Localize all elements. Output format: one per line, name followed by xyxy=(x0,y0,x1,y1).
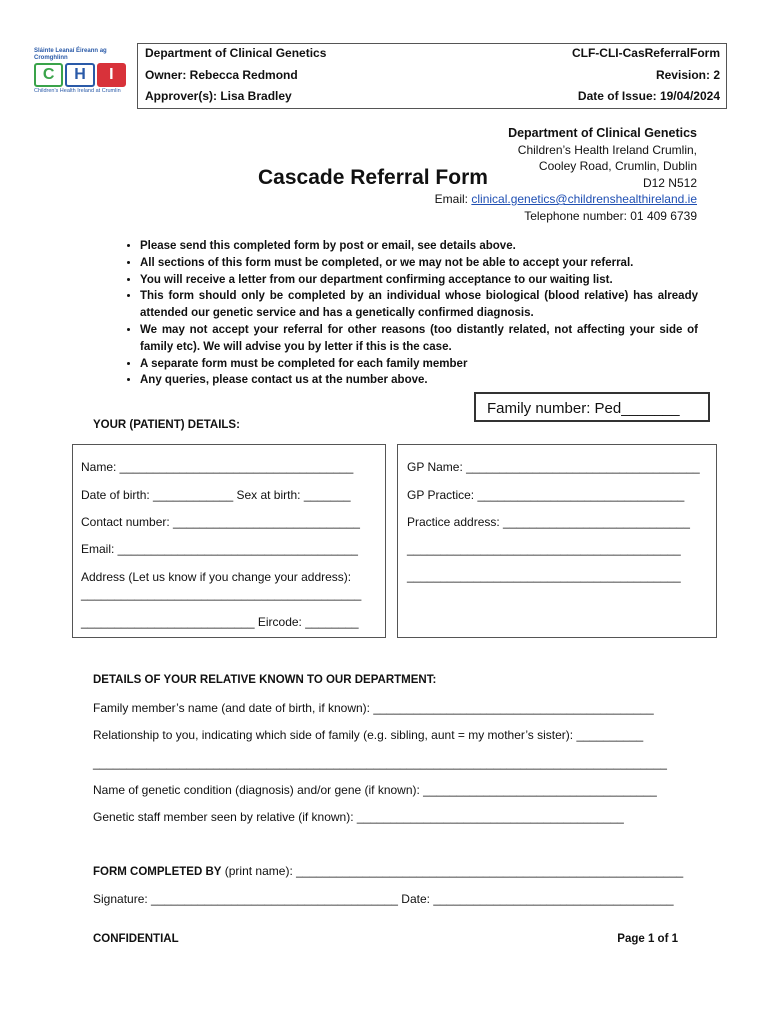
address-line-2: Cooley Road, Crumlin, Dublin xyxy=(538,159,697,173)
relative-details-heading: DETAILS OF YOUR RELATIVE KNOWN TO OUR DEPARTMENT: xyxy=(93,674,437,686)
email-link[interactable]: clinical.genetics@childrenshealthireland.ie xyxy=(471,192,697,206)
gp-name-field[interactable]: GP Name: ___________________________________ xyxy=(407,460,700,474)
form-title: Cascade Referral Form xyxy=(258,166,488,189)
instruction-item: • A separate form must be completed for each family member xyxy=(140,356,698,373)
header-revision: Revision: 2 xyxy=(655,68,720,82)
header-date-of-issue: Date of Issue: 19/04/2024 xyxy=(577,89,720,103)
instructions-list xyxy=(112,238,698,389)
print-name-label: (print name): xyxy=(221,864,297,878)
patient-address-field[interactable]: __________________________________________ xyxy=(81,587,362,601)
document-header xyxy=(137,43,727,109)
family-number-field[interactable]: Family number: Ped_______ xyxy=(474,392,710,422)
gp-address-line-2[interactable]: _________________________________________ xyxy=(407,569,681,583)
instruction-item: • We may not accept your referral for other reasons (too distantly related, not affecting your side of family etc). We will advise you by letter if this is the case. xyxy=(140,322,698,356)
relationship-extra-line[interactable]: ______________________________________________________________________________________ xyxy=(93,756,667,770)
instruction-item: • All sections of this form must be completed, or we may not be able to accept your referral. xyxy=(140,255,698,272)
instruction-item: • Please send this completed form by post or email, see details above. xyxy=(140,238,698,255)
header-owner: Owner: Rebecca Redmond xyxy=(145,68,298,82)
address-department: Department of Clinical Genetics xyxy=(508,126,697,140)
relationship-field[interactable]: Relationship to you, indicating which side of family (e.g. sibling, aunt = my mother’s sister): __________ xyxy=(93,728,644,742)
gp-address-line-1[interactable]: _________________________________________ xyxy=(407,542,681,556)
gp-address-field[interactable]: Practice address: ____________________________ xyxy=(407,515,690,529)
instruction-item: • Any queries, please contact us at the number above. xyxy=(140,372,698,389)
address-line-1: Children’s Health Ireland Crumlin, xyxy=(517,142,697,157)
signature-date-field[interactable]: Signature: _____________________________________ Date: ____________________________________ xyxy=(93,892,674,906)
page-number: Page 1 of 1 xyxy=(617,933,678,945)
header-department: Department of Clinical Genetics xyxy=(145,46,327,60)
address-line-3: D12 N512 xyxy=(642,175,697,190)
chi-logo xyxy=(34,48,126,100)
logo-english-name: Children's Health Ireland at Crumlin xyxy=(34,88,121,94)
completed-by-label: FORM COMPLETED BY xyxy=(93,866,222,878)
instruction-item: • You will receive a letter from our department confirming acceptance to our waiting list. xyxy=(140,272,698,289)
address-email-row xyxy=(435,191,697,208)
genetic-staff-field[interactable]: Genetic staff member seen by relative (if known): ________________________________________ xyxy=(93,810,624,824)
gp-practice-field[interactable]: GP Practice: _______________________________ xyxy=(407,488,685,502)
genetic-condition-field[interactable]: Name of genetic condition (diagnosis) and/or gene (if known): ___________________________________ xyxy=(93,783,657,797)
patient-details-box xyxy=(72,444,386,638)
logo-letter-i: I xyxy=(97,63,126,87)
header-form-code: CLF-CLI-CasReferralForm xyxy=(571,46,720,60)
logo-letter-h: H xyxy=(65,63,94,87)
patient-details-heading: YOUR (PATIENT) DETAILS: xyxy=(93,419,240,431)
patient-name-field[interactable]: Name: ___________________________________ xyxy=(81,460,354,474)
completed-by-field[interactable]: __________________________________________________________ xyxy=(296,864,684,878)
patient-address-label: Address (Let us know if you change your address): xyxy=(81,570,352,584)
patient-email-field[interactable]: Email: ____________________________________ xyxy=(81,542,358,556)
logo-irish-name: Sláinte Leanaí Éireann ag Cromghlinn xyxy=(34,48,107,61)
relative-name-field[interactable]: Family member’s name (and date of birth, if known): __________________________________________ xyxy=(93,701,654,715)
patient-dob-sex-field[interactable]: Date of birth: ____________ Sex at birth: _______ xyxy=(81,488,351,502)
confidential-label: CONFIDENTIAL xyxy=(93,933,179,945)
logo-letter-c: C xyxy=(34,63,63,87)
gp-details-box xyxy=(397,444,717,638)
header-approvers: Approver(s): Lisa Bradley xyxy=(145,89,292,103)
instruction-item: • This form should only be completed by an individual whose biological (blood relative) has already attended our genetic service and has a genetically confirmed diagnosis. xyxy=(140,288,698,322)
completed-by-row xyxy=(93,864,683,878)
email-label: Email: xyxy=(434,192,472,206)
address-phone: Telephone number: 01 409 6739 xyxy=(524,208,697,223)
logo-letters xyxy=(34,63,126,87)
patient-eircode-field[interactable]: __________________________ Eircode: ________ xyxy=(81,615,359,629)
patient-contact-field[interactable]: Contact number: ____________________________ xyxy=(81,515,360,529)
